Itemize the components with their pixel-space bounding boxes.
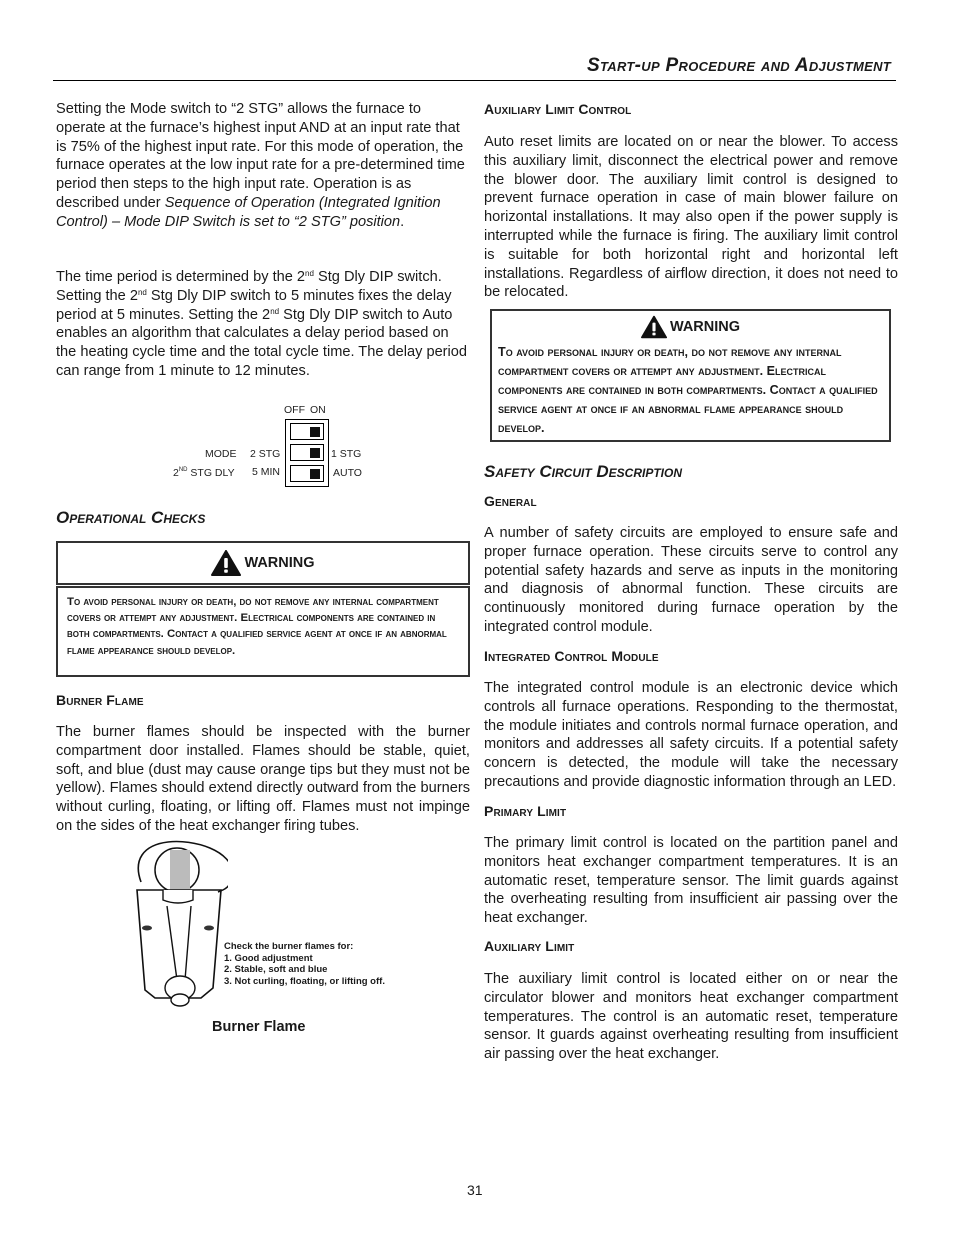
- warning-header: [211, 550, 314, 576]
- burner-caption: [224, 941, 385, 987]
- subheading-burner-flame: Burner Flame: [56, 692, 144, 708]
- caption-line: 3. Not curling, floating, or lifting off.: [224, 975, 385, 987]
- superscript: nd: [270, 306, 280, 316]
- caption-line: Check the burner flames for:: [224, 941, 354, 952]
- subheading-auxiliary-limit: Auxiliary Limit: [484, 938, 575, 954]
- dip-on-label: ON: [310, 404, 326, 416]
- dip-mode-name: MODE: [205, 448, 237, 460]
- warning-triangle-icon: [211, 550, 241, 576]
- intro-text: Setting the Mode switch to “2 STG” allows the furnace to operate at the furnace’s highest input AND at an input rate that is 75% of the highest input rate. For this mode of operation, the furnace operates at the low input rate for a pre-determined time period then steps to the high input rate. Operation is as described under: [56, 101, 465, 211]
- dip-knob: [310, 427, 320, 437]
- dip-switch-body: [285, 419, 329, 487]
- dip-switch-stg-dly: [290, 465, 324, 482]
- delay-text-4: Stg Dly DIP switch to Auto enables an algorithm that calculates a delay period based on the heating cycle time and the total cycle time. The delay period can range from 1 minute to 12 minutes.: [56, 306, 468, 379]
- burner-flame-paragraph: The burner flames should be inspected with the burner compartment door installed. Flames should be stable, quiet, soft, and blue (dust may cause orange tips but they must not be yellow). Flames should extend directly outward from the burners without curling, floating, or lifting off. Flames must not impinge on the sides of the heat exchanger firing tubes.: [56, 724, 470, 834]
- superscript: nd: [137, 287, 147, 297]
- section-title-safety-circuit: Safety Circuit Description: [484, 462, 683, 481]
- intro-italic-reference: Sequence of Operation (Integrated Ignition Control) – Mode DIP Switch is set to “2 STG” position: [56, 194, 441, 230]
- superscript: ND: [178, 467, 188, 473]
- dip-stg-dly-right: AUTO: [333, 467, 362, 479]
- dip-stg-dly-left: 5 MIN: [252, 466, 281, 478]
- delay-paragraph: [56, 268, 471, 381]
- warning-box-right: [490, 309, 891, 442]
- caption-line: 1. Good adjustment: [224, 952, 313, 964]
- delay-text-1: The time period is determined by the 2: [56, 269, 306, 285]
- warning-header-box: [56, 541, 470, 585]
- delay-text-2: Stg Dly DIP switch. Setting the 2: [56, 269, 442, 304]
- warning-text: To avoid personal injury or death, do not remove any internal compartment covers or attempt any adjustment. Electrical components are contained in both compartments. Contact a qualified service agent at once if an abnormal flame appearance should develop.: [67, 596, 447, 657]
- intro-paragraph: [56, 100, 471, 232]
- dip-mode-left: 2 STG: [250, 448, 281, 460]
- subheading-primary-limit: Primary Limit: [484, 803, 567, 819]
- dip-switch-mode: [290, 444, 324, 461]
- header-rule: [53, 80, 896, 81]
- warning-header: [498, 315, 883, 339]
- subheading-general: General: [484, 493, 537, 509]
- dip-switch-1: [290, 423, 324, 440]
- burner-illustration: [133, 840, 228, 1010]
- dip-stg-name: STG DLY: [187, 467, 235, 479]
- dip-stg-dly-name: [173, 467, 235, 479]
- page-header-title: Start-up Procedure and Adjustment: [587, 55, 891, 76]
- superscript: nd: [305, 269, 314, 278]
- auxiliary-limit-paragraph: The auxiliary limit control is located either on or near the circulator blower and monitors heat exchanger compartment temperatures. The control is an automatic reset, temperature sensor. It guards against overheating resulting from insufficient air passing over the heat exchanger.: [484, 971, 898, 1063]
- figure-title-burner-flame: Burner Flame: [212, 1019, 306, 1035]
- warning-label: WARNING: [669, 319, 741, 335]
- general-paragraph: A number of safety circuits are employed to ensure safe and proper furnace operation. These circuits serve to control any potential safety hazards and serve as inputs in the monitoring and diagnosis of abnormal function. These circuits are continuously monitored during furnace operation by the integrated control module.: [484, 525, 898, 635]
- primary-limit-paragraph: The primary limit control is located on the partition panel and monitors heat exchanger compartment temperatures. It is an automatic reset, temperature sensor. The limit guards against the overheating resulting from insufficient air passing over the heat exchanger.: [484, 835, 898, 927]
- warning-body-box: [56, 586, 470, 677]
- section-title-operational-checks: Operational Checks: [56, 508, 206, 527]
- page-number: 31: [467, 1182, 483, 1198]
- subheading-auxiliary-limit-control: Auxiliary Limit Control: [484, 101, 632, 117]
- dip-knob: [310, 448, 320, 458]
- icm-paragraph: The integrated control module is an electronic device which controls all furnace operations. Responding to the thermostat, the module initiates and controls normal furnace operation, and monitors and addresses all safety circuits. If a potential safety concern is detected, the module will take the necessary precautions and provide diagnostic information through an LED.: [484, 680, 898, 790]
- warning-triangle-icon: [641, 315, 667, 339]
- aux-limit-control-paragraph: Auto reset limits are located on or near the blower. To access this auxiliary limit, disconnect the electrical power and remove the blower door. The auxiliary limit control is designed to prevent furnace operation in case of main blower failure on horizontal installations. It may also open if the power supply is interrupted while the furnace is firing. The auxiliary limit control is suitable for both horizontal right and horizontal left installations. Regardless of airflow direction, it does not need to be relocated.: [484, 134, 898, 301]
- dip-mode-right: 1 STG: [331, 448, 362, 460]
- subheading-integrated-control-module: Integrated Control Module: [484, 648, 659, 664]
- burner-drawing-icon: [133, 840, 228, 1010]
- intro-end: .: [400, 213, 405, 230]
- delay-text-3: Stg Dly DIP switch to 5 minutes fixes the delay period at 5 minutes. Setting the 2: [56, 287, 452, 323]
- dip-off-label: OFF: [284, 404, 305, 416]
- caption-line: 2. Stable, soft and blue: [224, 964, 328, 975]
- dip-knob: [310, 469, 320, 479]
- warning-label: WARNING: [244, 555, 315, 571]
- warning-text: To avoid personal injury or death, do not remove any internal compartment covers or attempt any adjustment. Electrical components are contained in both compartments. Contact a qualified service agent at once if an abnormal flame appearance should develop.: [498, 345, 878, 435]
- dip-stg-prefix: 2: [173, 467, 179, 479]
